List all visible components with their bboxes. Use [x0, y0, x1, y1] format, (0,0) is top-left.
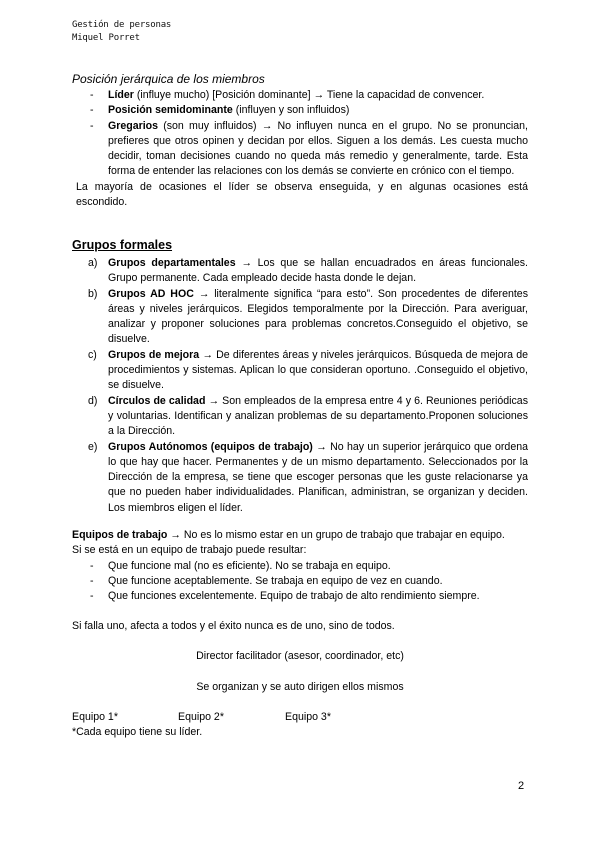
failure-note: Si falla uno, afecta a todos y el éxito nunca es de uno, sino de todos.: [72, 620, 395, 632]
section-title-hierarchy: Posición jerárquica de los miembros: [72, 72, 265, 86]
list-item: - Que funcione mal (no es eficiente). No se trabaja en equipo.: [72, 559, 528, 574]
self-organize-text: Se organizan y se auto dirigen ellos mismos: [196, 681, 404, 693]
work-teams-list: [72, 559, 528, 605]
hierarchy-list-block: [72, 88, 528, 210]
list-marker: d): [88, 394, 98, 407]
list-item: - Que funciones excelentemente. Equipo de trabajo de alto rendimiento siempre.: [72, 589, 528, 604]
hierarchy-list: [72, 88, 528, 180]
footnote: *Cada equipo tiene su líder.: [72, 726, 203, 738]
page-number: 2: [518, 780, 525, 792]
work-teams-block: [72, 528, 528, 604]
section-title-formal-groups: Grupos formales: [72, 238, 173, 252]
term: Posición semidominante: [108, 104, 233, 117]
list-item: [72, 440, 528, 516]
list-item: [72, 256, 528, 287]
header-title: Gestión de personas: [72, 20, 172, 30]
description: → literalmente significa “para esto”. Son procedentes de diferentes áreas y niveles jerárquicos. Elegidos temporalmente por la Dirección. Para averiguar, analizar y proponer soluciones para problemas concretos.Conseguido el objetivo, se disuelve.: [108, 287, 528, 346]
description: → Los que se hallan encuadrados en áreas funcionales. Grupo permanente. Cada empleado decide hasta donde le dejan.: [108, 257, 528, 285]
term: Grupos departamentales: [108, 257, 236, 269]
team-label: Equipo 2*: [178, 711, 224, 723]
description: (influyen y son influidos): [232, 104, 350, 117]
description: → No es lo mismo estar en un grupo de trabajo que trabajar en equipo.: [167, 529, 505, 541]
list-marker: b): [88, 287, 98, 300]
list-marker: c): [88, 348, 97, 361]
leader-note: La mayoría de ocasiones el líder se observa enseguida, y en algunas ocasiones está escondido.: [76, 180, 528, 209]
work-teams-intro: [72, 528, 528, 543]
list-item: [72, 348, 528, 394]
list-marker: e): [88, 440, 98, 453]
list-item: [72, 103, 528, 118]
term: Equipos de trabajo: [72, 529, 168, 541]
term: Gregarios: [108, 119, 159, 132]
list-item: - Que funcione aceptablemente. Se trabaja en equipo de vez en cuando.: [72, 574, 528, 589]
list-marker: a): [88, 257, 98, 269]
term: Grupos AD HOC: [108, 287, 194, 300]
list-item: [72, 394, 528, 440]
team-label: Equipo 3*: [285, 711, 331, 723]
formal-groups-block: [72, 256, 528, 516]
director-text: Director facilitador (asesor, coordinador, etc): [196, 650, 404, 662]
list-item: [72, 287, 528, 348]
description: (influye mucho) [Posición dominante] → Tiene la capacidad de convencer.: [133, 89, 485, 101]
formal-groups-list: [72, 256, 528, 516]
header-author: Miquel Porret: [72, 33, 140, 43]
term: Líder: [108, 89, 134, 101]
term: Grupos de mejora: [108, 348, 200, 361]
term: Círculos de calidad: [108, 394, 206, 407]
term: Grupos Autónomos (equipos de trabajo): [108, 440, 313, 453]
description: (son muy influidos) → No influyen nunca en el grupo. No se pronuncian, prefieres que otros opinen y decidan por ellos. Siguen a los demás. Les cuesta mucho decidir, toman decisiones cuando no queda más remedio y generalmente, tarde. Esta forma de entender las relaciones con los demás se convierte en crónico con el tiempo.: [108, 119, 528, 178]
description: → De diferentes áreas y niveles jerárquicos. Búsqueda de mejora de procedimientos y sistemas. Aplican lo que consideran oportuno. .Conseguido el objetivo, se disuelve.: [108, 348, 528, 392]
description: → Son empleados de la empresa entre 4 y 6. Reuniones periódicas y voluntarias. Identifican y analizan problemas de su departamento.Proponen soluciones a la Dirección.: [108, 394, 528, 438]
list-item: [72, 119, 528, 180]
team-label: Equipo 1*: [72, 711, 118, 723]
description: → No hay un superior jerárquico que ordena lo que hay que hacer. Permanentes y de un mismo departamento. Seleccionados por la Dirección de la empresa, se tiene que escoger personas que les guste relacionarse ya que no pueden haber individualidades. Planifican, administran, se organizan y deciden. Los miembros eligen el líder.: [108, 440, 528, 514]
work-teams-result-intro: Si se está en un equipo de trabajo puede resultar:: [72, 544, 307, 557]
list-item: [72, 88, 528, 103]
